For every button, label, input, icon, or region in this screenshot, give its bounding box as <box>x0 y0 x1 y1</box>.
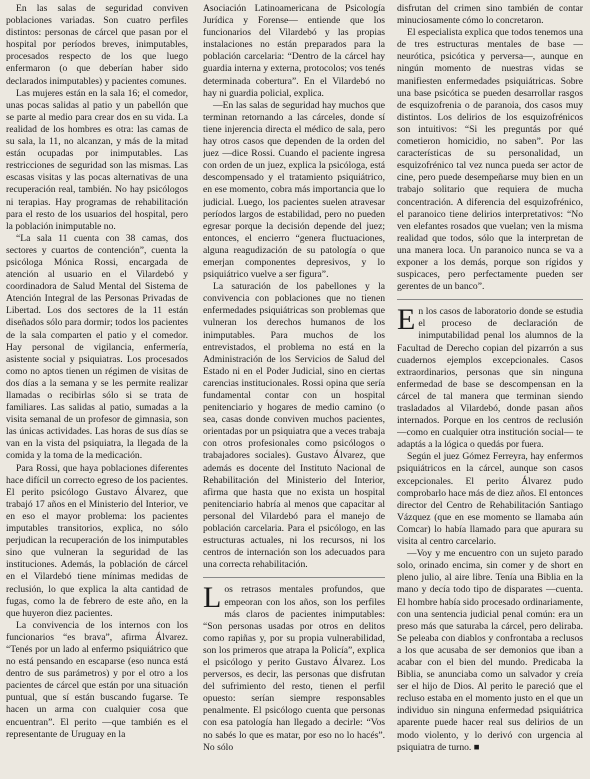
paragraph: En las salas de seguridad conviven poblaciones variadas. Son cuatro perfiles distintos: personas de cárcel que pasan por el hospital por períodos breves, inimputables, procesados respecto de los que luego enfermaron (o que deberían haber sido declarados inimputables) y pacientes comunes. <box>6 3 188 87</box>
paragraph: Asociación Latinoamericana de Psicología Jurídica y Forense— entiende que los funcionarios del Vilardebó y las propias instalaciones no están preparados para la población carcelaria: “Dentro de la cárcel hay guardia interna y externa, protocolos; vos tenés determinada cobertura”. En el Vilardebó no hay ni guardia policial, explica. <box>203 3 385 99</box>
paragraph: El especialista explica que todos tenemos una de tres estructuras mentales de base —neurótica, psicótica y perversa—, aunque en ningún momento de nuestras vidas se manifiesten enfermedades psiquiátricas. Sobre una base psicótica se pueden desarrollar rasgos de esquizofrenia o de paranoia, dos casos muy distintos. Los delirios de los esquizofrénicos son intuitivos: “Si les preguntás por qué cometieron homicidio, no saben”. Por las características de su personalidad, un esquizofrénico tal vez nunca pueda ser actor de cine, pero puede desempeñarse muy bien en un trabajo solitario que requiera de mucha concentración. A diferencia del esquizofrénico, el paranoico tiene delirios interpretativos: “No ven elefantes rosados que vuelan; ven la misma realidad que todos, sólo que la interpretan de una manera loca. Un paranoico nunca se va a exponer a los demás, porque son rígidos y suspicaces, pero perfectamente pueden ser gerentes de un banco”. <box>397 27 583 293</box>
paragraph: Las mujeres están en la sala 16; el comedor, unas pocas salidas al patio y un pabellón que se parte al medio para crear dos en su vida. La realidad de los hombres es otra: las camas de su sala, la 11, no alcanzan, y más de la mitad están ocupadas por inimputables. Las restricciones de seguridad son las mismas. Las escasas visitas y las pocas alternativas de una recuperación real, también. No hay psicólogos ni terapias. Hay programas de rehabilitación para el resto de los usuarios del hospital, pero la población inimputable no. <box>6 87 188 232</box>
paragraph <box>397 548 583 754</box>
paragraph: “La sala 11 cuenta con 38 camas, dos sectores y cuartos de contención”, cuenta la psicóloga Mónica Rossi, encargada de atención al usuario en el Vilardebó y coordinadora de Salud Mental del Sistema de Atención Integral de las Personas Privadas de Libertad. Los dos sectores de la 11 están diseñados sólo para dormir; todos los pacientes de la sala comparten el patio y el comedor. Hay personal de vigilancia, enfermería, asistente social y psiquiatras. Los procesados como no aptos tienen un régimen de visitas de dos días a la semana y se les permite realizar llamadas o recibirlas sólo si se trata de familiares. Las salidas al patio, sumadas a la visita semanal de un profesor de gimnasia, son las únicas actividades. Las horas de sus días se van en la vista del psiquiatra, la llegada de la comida y la toma de la medicación. <box>6 232 188 462</box>
paragraph: Según el juez Gómez Ferreyra, hay enfermos psiquiátricos en la cárcel, aunque son casos excepcionales. El perito Álvarez pudo comprobarlo hace más de diez años. El entonces director del Centro de Rehabilitación Santiago Vázquez (que en ese momento se llamaba aún Comcar) lo había llamado para que apurara su visita al centro carcelario. <box>397 451 583 548</box>
paragraph: La convivencia de los internos con los funcionarios “es brava”, afirma Álvarez. “Tenés por un lado al enfermo psiquiátrico que no está pensando en escaparse (eso nunca está dentro de sus parámetros) y por el otro a los pacientes de cárcel que están por una situación puntual, que sí están buscando fugarse. Te hacen un arma con cualquier cosa que encuentran”. El perito —que también es el representante de Uruguay en la <box>6 619 188 740</box>
drop-cap: E <box>397 303 416 337</box>
paragraph: disfrutan del crimen sino también de contar minuciosamente cómo lo concretaron. <box>397 3 583 27</box>
paragraph: —En las salas de seguridad hay muchos que terminan retornando a las cárceles, donde sí tiene injerencia directa el médico de sala, pero hay otros casos que dependen de la orden del juez —dice Rossi. Cuando el paciente ingresa con orden de un juez, explica la psicóloga, está descompensado y el tratamiento psiquiátrico, en ese momento, cobra más importancia que lo judicial. Luego, los pacientes suelen atravesar períodos largos de estabilidad, pero no pueden egresar porque la decisión depende del juez; entonces, el encierro “genera fluctuaciones, alguna reagudización de su patología o que emerjan componentes depresivos, y lo psiquiátrico vuelve a ser figura”. <box>203 99 385 281</box>
paragraph <box>203 581 385 753</box>
paragraph: La saturación de los pabellones y la convivencia con poblaciones que no tienen enfermedades psiquiátricas son problemas que vulneran los derechos humanos de los inimputables. Para muchos de los entrevistados, el problema no está en la Administración de los Servicios de Salud del Estado ni en el Poder Judicial, sino en ciertas carencias institucionales. Rossi opina que sería fundamental contar con un hospital penitenciario y hogares de medio camino (o sea, casas donde conviven muchos pacientes, orientadas por un psiquiatra que a veces trabaja con otros profesionales como psicólogos o trabajadores sociales). Gustavo Álvarez, que además es docente del Instituto Nacional de Rehabilitación del Ministerio del Interior, afirma que hasta que no exista un hospital penitenciario habría al menos que capacitar al personal del Vilardebó para el manejo de población carcelaria. Para el psicólogo, en las estructuras actuales, ni los recursos, ni los centros de internación son los adecuados para una correcta rehabilitación. <box>203 281 385 571</box>
paragraph <box>397 303 583 451</box>
paragraph-text: n los casos de laboratorio donde se estudia el proceso de declaración de inimputabilidad penal los alumnos de la Facultad de Derecho copian del pizarrón a sus cuadernos ejemplos excepcionales. Casos extraordinarios, personas que sin ninguna enfermedad de base se descompensan en la cárcel de tal manera que terminan siendo trasladados al Vilardebó, donde pasan años internados. Porque en los centros de reclusión —como en cualquier otra institución social— te adaptás a la lógica o quedás por fuera. <box>397 306 583 451</box>
paragraph-text: os retrasos mentales profundos, que empeoran con los años, son los perfiles más claros de pacientes inimputables: “Son personas usadas por otros en delitos como rapiñas y, por su propia vulnerabilidad, son los primeros que atrapa la Policía”, explica el psicólogo y perito Gustavo Álvarez. Los perversos, es decir, las personas que disfrutan del sufrimiento del resto, tienen el perfil opuesto: serían siempre responsables penalmente. El psicólogo cuenta que personas con esa patología han llegado a decirle: “Vos no sabés lo que es matar, por eso no lo hacés”. No sólo <box>203 584 385 753</box>
paragraph: Para Rossi, que haya poblaciones diferentes hace difícil un correcto egreso de los pacientes. El perito psicólogo Gustavo Álvarez, que trabajó 17 años en el Ministerio del Interior, ve en eso el mayor problema: los pacientes imputables transitorios, explica, no sólo perjudican la recuperación de los inimputables sino que vulneran la seguridad de las instituciones. Además, la población de cárcel en el Vilardebó tiene mínimas medidas de reclusión, lo que explica la alta cantidad de fugas, como la de febrero de este año, en la que huyeron diez pacientes. <box>6 462 188 619</box>
end-mark: ■ <box>473 741 480 753</box>
section-divider <box>203 577 385 578</box>
column-3 <box>397 3 583 775</box>
paragraph-text: —Voy y me encuentro con un sujeto parado solo, orinado encima, sin comer y de short en pleno julio, al aire libre. Tenía una Biblia en la mano y decía todo tipo de disparates —cuenta. El hombre había sido procesado ordinariamente, con una sentencia judicial penal común: era un preso más que saturaba la cárcel, pero deliraba. Se peleaba con diablos y confrontaba a reclusos a los que acusaba de ser demonios que iban a acabar con el bien del mundo. Predicaba la Biblia, se anunciaba como un salvador y creía ser el hijo de Dios. Al perito le pareció que el recluso estaba en el momento justo en el que un individuo sin ninguna enfermedad psiquiátrica aparente puede hacer real sus delirios de un modo violento, y lo derivó con urgencia al psiquiatra de turno. <box>397 548 583 753</box>
column-1 <box>6 3 188 775</box>
section-divider <box>397 299 583 300</box>
drop-cap: L <box>203 581 222 615</box>
column-2 <box>203 3 385 775</box>
